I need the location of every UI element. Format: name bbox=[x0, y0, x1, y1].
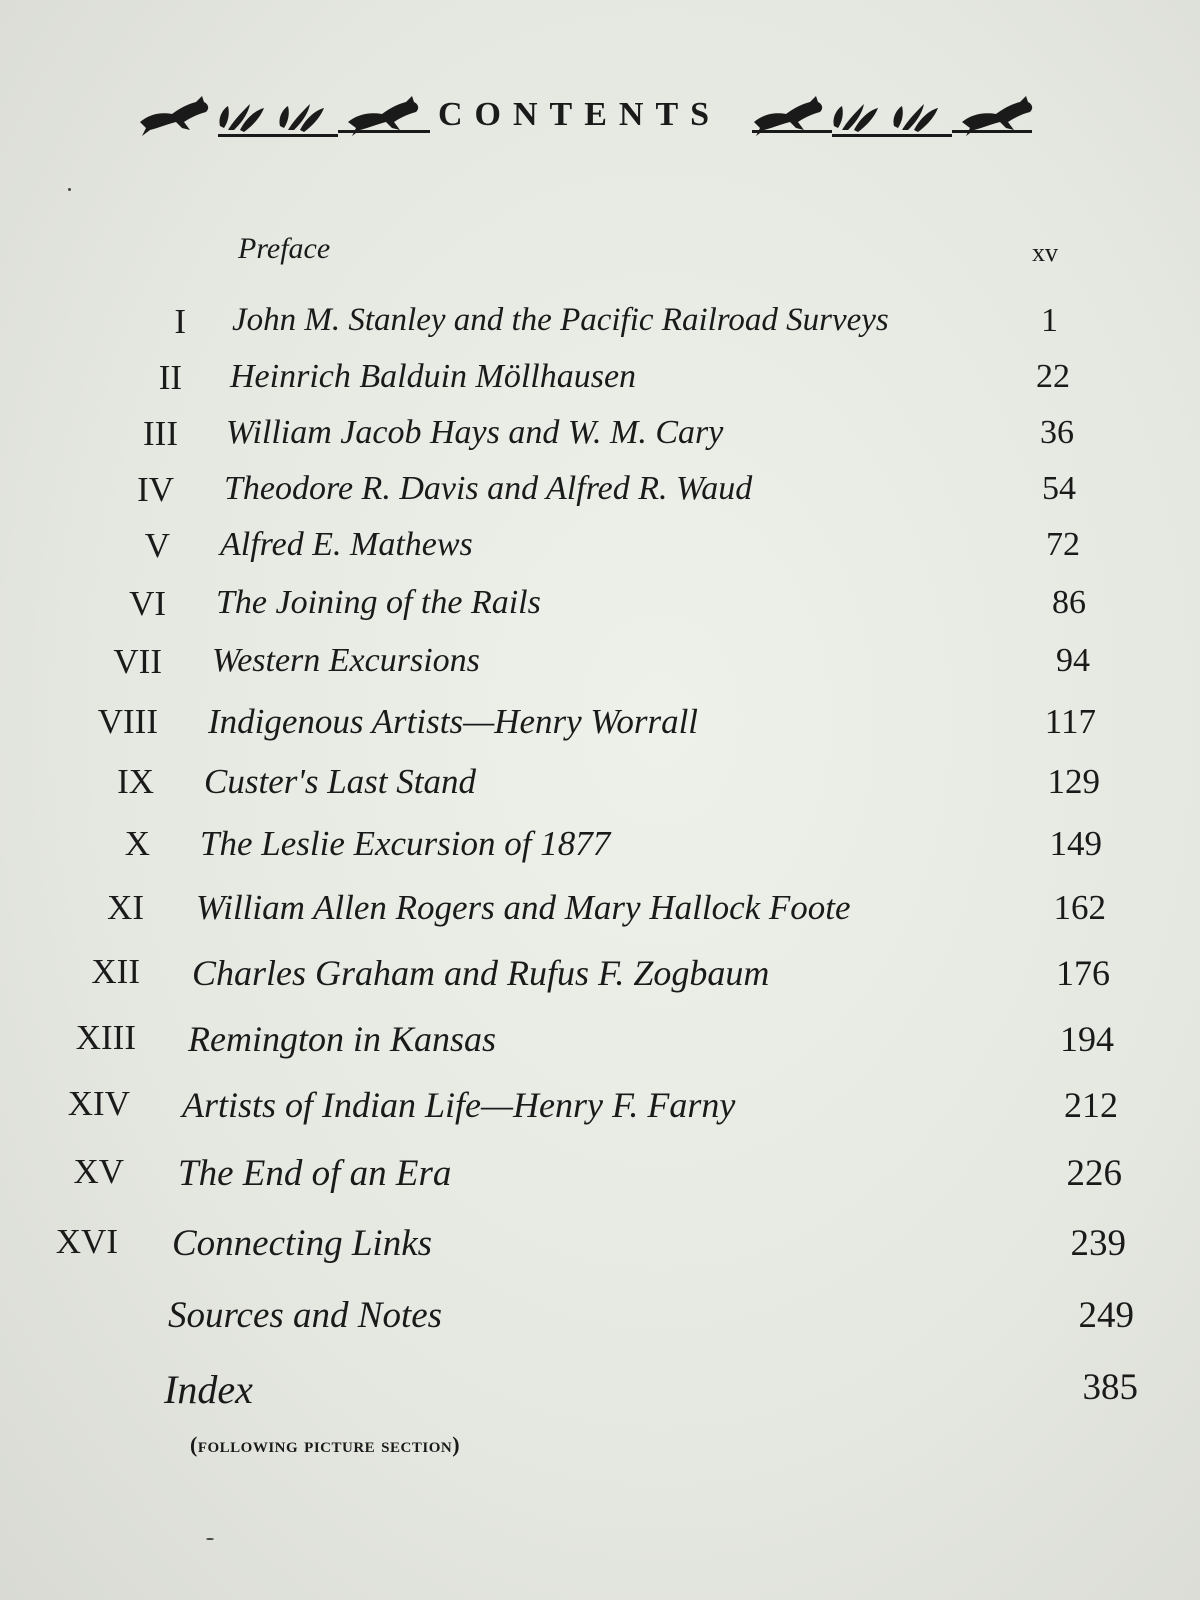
left-ornament-icon bbox=[138, 82, 438, 152]
chapter-numeral: XIII bbox=[75, 1018, 136, 1057]
entry-page: 194 bbox=[1060, 1019, 1114, 1059]
chapter-numeral: XVI bbox=[55, 1222, 118, 1261]
entry-page: 239 bbox=[1070, 1223, 1126, 1264]
index-note: (following picture section) bbox=[190, 1432, 461, 1457]
entry-page: 54 bbox=[1042, 470, 1076, 507]
entry-title: Charles Graham and Rufus F. Zogbaum bbox=[192, 953, 770, 993]
toc-entry bbox=[0, 824, 1200, 872]
chapter-numeral: XII bbox=[91, 952, 140, 991]
entry-page: 1 bbox=[1041, 302, 1058, 339]
toc-entry-preface bbox=[0, 232, 1200, 276]
entry-title: Preface bbox=[238, 232, 331, 265]
chapter-numeral: VI bbox=[129, 584, 166, 623]
entry-title: William Jacob Hays and W. M. Cary bbox=[226, 414, 724, 451]
chapter-numeral: I bbox=[174, 302, 186, 341]
entry-page: 129 bbox=[1047, 762, 1100, 801]
chapter-numeral: VII bbox=[113, 642, 162, 681]
entry-page: 212 bbox=[1064, 1085, 1118, 1125]
chapter-numeral: XIV bbox=[67, 1084, 130, 1123]
toc-entry bbox=[0, 642, 1200, 688]
chapter-numeral: IV bbox=[137, 470, 174, 509]
entry-page: xv bbox=[1032, 238, 1058, 267]
entry-page: 117 bbox=[1044, 702, 1096, 741]
toc-entry bbox=[0, 1152, 1200, 1204]
entry-page: 149 bbox=[1049, 824, 1102, 863]
chapter-numeral: VIII bbox=[97, 702, 158, 741]
entry-title: Connecting Links bbox=[172, 1223, 433, 1264]
entry-title: Sources and Notes bbox=[168, 1295, 443, 1336]
toc-entry bbox=[0, 1222, 1200, 1274]
entry-title: The Joining of the Rails bbox=[216, 584, 541, 621]
chapter-numeral: X bbox=[124, 824, 150, 863]
toc-entry bbox=[0, 584, 1200, 630]
entry-page: 36 bbox=[1040, 414, 1074, 451]
toc-entry-index bbox=[0, 1366, 1200, 1420]
entry-title: William Allen Rogers and Mary Hallock Foote bbox=[196, 888, 851, 927]
toc-entry bbox=[0, 470, 1200, 516]
entry-page: 72 bbox=[1046, 526, 1080, 563]
toc-entry bbox=[0, 302, 1200, 348]
paper-speck bbox=[68, 188, 71, 191]
toc-entry bbox=[0, 1084, 1200, 1134]
contents-header bbox=[0, 82, 1200, 152]
entry-title: The Leslie Excursion of 1877 bbox=[200, 824, 611, 863]
toc-entry bbox=[0, 762, 1200, 810]
contents-title: CONTENTS bbox=[438, 96, 722, 133]
entry-page: 86 bbox=[1052, 584, 1086, 621]
entry-page: 22 bbox=[1036, 358, 1070, 395]
entry-title: Theodore R. Davis and Alfred R. Waud bbox=[224, 470, 753, 507]
chapter-numeral: V bbox=[144, 526, 170, 565]
toc-entry bbox=[0, 1294, 1200, 1346]
entry-page: 385 bbox=[1082, 1367, 1138, 1408]
toc-entry bbox=[0, 358, 1200, 404]
chapter-numeral: IX bbox=[117, 762, 154, 801]
chapter-numeral: XV bbox=[73, 1152, 124, 1191]
toc-entry bbox=[0, 414, 1200, 460]
entry-title: Heinrich Balduin Möllhausen bbox=[230, 358, 637, 395]
entry-title: Western Excursions bbox=[212, 642, 480, 679]
entry-page: 226 bbox=[1066, 1153, 1122, 1194]
entry-page: 249 bbox=[1078, 1295, 1134, 1336]
entry-page: 162 bbox=[1053, 888, 1106, 927]
entry-title: The End of an Era bbox=[178, 1153, 452, 1194]
entry-title: Indigenous Artists—Henry Worrall bbox=[208, 702, 699, 741]
toc-entry bbox=[0, 888, 1200, 936]
chapter-numeral: III bbox=[143, 414, 178, 453]
entry-title: Alfred E. Mathews bbox=[220, 526, 473, 563]
entry-title: Artists of Indian Life—Henry F. Farny bbox=[182, 1085, 736, 1125]
entry-title: Remington in Kansas bbox=[188, 1019, 497, 1059]
entry-title: Index bbox=[164, 1367, 253, 1412]
right-ornament-icon bbox=[752, 82, 1052, 152]
toc-entry bbox=[0, 1018, 1200, 1068]
entry-title: John M. Stanley and the Pacific Railroad Surveys bbox=[232, 302, 889, 338]
toc-entry bbox=[0, 952, 1200, 1002]
toc-entry bbox=[0, 702, 1200, 750]
toc-entry bbox=[0, 526, 1200, 572]
paper-speck bbox=[206, 1538, 214, 1540]
chapter-numeral: XI bbox=[107, 888, 144, 927]
entry-page: 176 bbox=[1056, 953, 1110, 993]
entry-title: Custer's Last Stand bbox=[204, 762, 476, 801]
entry-page: 94 bbox=[1056, 642, 1090, 679]
chapter-numeral: II bbox=[158, 358, 182, 397]
